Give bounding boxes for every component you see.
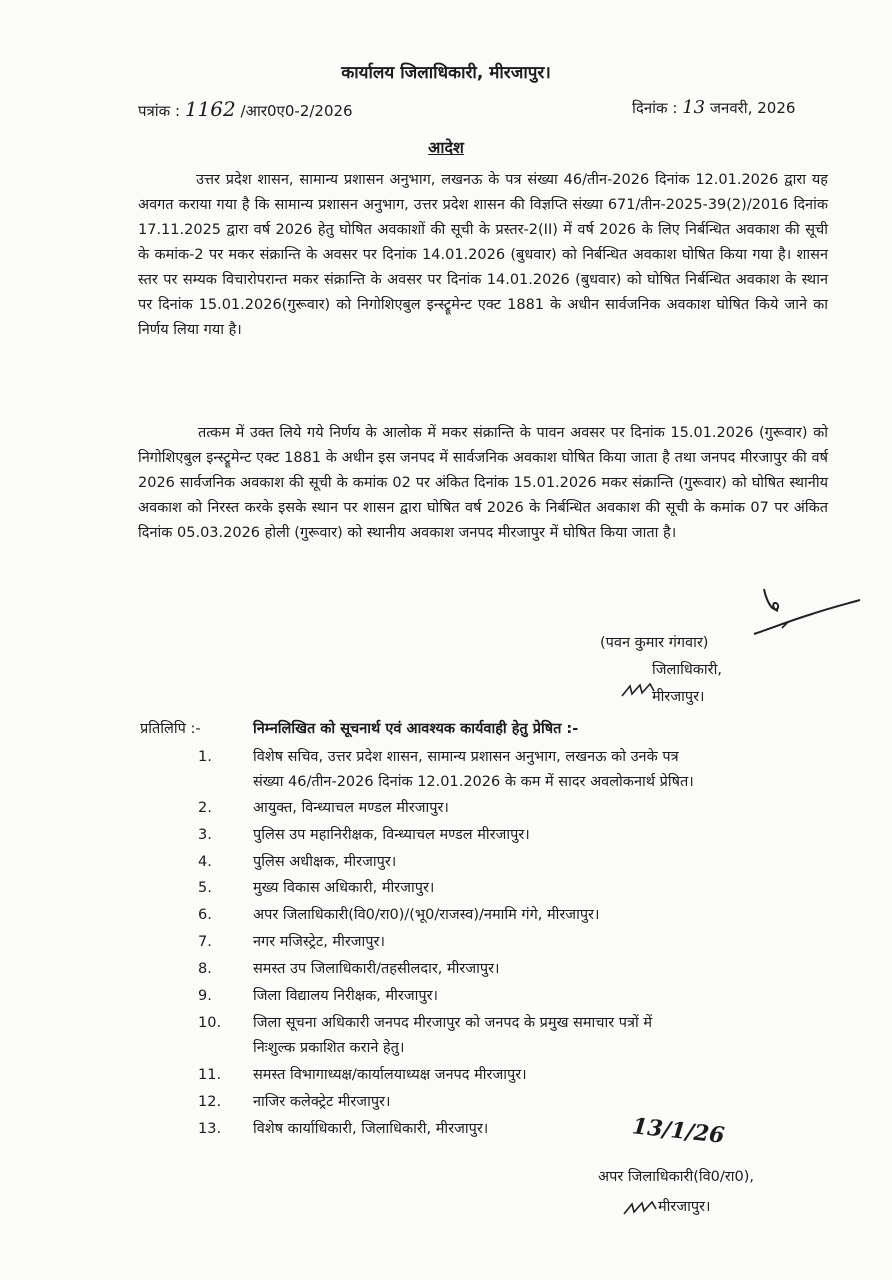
date-label: दिनांक : xyxy=(632,99,678,117)
reference-label: पत्रांक : xyxy=(138,102,181,120)
office-title: कार्यालय जिलाधिकारी, मीरजापुर। xyxy=(341,63,551,83)
list-item-number: 4. xyxy=(198,854,212,870)
list-item-text: जिला विद्यालय निरीक्षक, मीरजापुर। xyxy=(253,988,439,1004)
list-item-text: आयुक्त, विन्ध्याचल मण्डल मीरजापुर। xyxy=(253,800,449,816)
list-item-text: अपर जिलाधिकारी(वि0/रा0)/(भू0/राजस्व)/नमामि गंगे, मीरजापुर। xyxy=(253,907,600,923)
list-item-number: 12. xyxy=(198,1094,222,1110)
list-item-number: 3. xyxy=(198,827,212,843)
reference-number xyxy=(138,97,353,121)
list-item-number: 6. xyxy=(198,907,212,923)
list-item-number: 11. xyxy=(198,1067,222,1083)
date-month-year: जनवरी, 2026 xyxy=(709,99,796,117)
list-item-text: पुलिस उप महानिरीक्षक, विन्ध्याचल मण्डल मीरजापुर। xyxy=(253,827,530,843)
list-item-text: समस्त विभागाध्यक्ष/कार्यालयाध्यक्ष जनपद मीरजापुर। xyxy=(253,1067,527,1083)
handwritten-initial-date: 13/1/26 xyxy=(630,1113,726,1149)
reference-suffix: /आर0ए0-2/2026 xyxy=(240,102,353,120)
list-item-text: विशेष सचिव, उत्तर प्रदेश शासन, सामान्य प्रशासन अनुभाग, लखनऊ को उनके पत्र xyxy=(253,749,679,765)
list-item-number: 2. xyxy=(198,800,212,816)
copy-to-label: प्रतिलिपि :- xyxy=(140,721,201,737)
order-paragraph-2: तत्कम में उक्त लिये गये निर्णय के आलोक में मकर संक्रान्ति के पावन अवसर पर दिनांक 15.01.2026 (गुरूवार) को निगोशिएबुल इन्स्ट्रूमेन्ट एक्ट 1881 के अधीन इस जनपद में सार्वजनिक अवकाश घोषित किया जाता है तथा जनपद मीरजापुर की वर्ष 2026 सार्वजनिक अवकाश की सूची के कमांक 02 पर अंकित दिनांक 15.01.2026 मकर संक्रान्ति (गुरूवार) को घोषित स्थानीय अवकाश को निरस्त करके इसके स्थान पर शासन द्वारा घोषित वर्ष 2026 के निर्बन्धित अवकाश की सूची के कमांक 07 पर अंकित दिनांक 05.03.2026 होली (गुरूवार) को स्थानीय अवकाश जनपद मीरजापुर में घोषित किया जाता है। xyxy=(138,425,828,541)
list-item-number: 9. xyxy=(198,988,212,1004)
initial-scribble-icon xyxy=(620,682,660,700)
initial-scribble-icon xyxy=(622,1200,662,1218)
copy-to-intro: निम्नलिखित को सूचनार्थ एवं आवश्यक कार्यवाही हेतु प्रेषित :- xyxy=(253,721,579,737)
list-item-text: जिला सूचना अधिकारी जनपद मीरजापुर को जनपद के प्रमुख समाचार पत्रों में xyxy=(253,1015,653,1031)
list-item-number: 13. xyxy=(198,1121,222,1137)
list-item-text: पुलिस अधीक्षक, मीरजापुर। xyxy=(253,854,397,870)
list-item-number: 7. xyxy=(198,934,212,950)
list-item-text: निःशुल्क प्रकाशित कराने हेतु। xyxy=(253,1040,405,1056)
list-item-number: 10. xyxy=(198,1015,222,1031)
list-item-text: मुख्य विकास अधिकारी, मीरजापुर। xyxy=(253,880,435,896)
reference-handwritten-number: 1162 xyxy=(184,97,236,121)
list-item-number: 1. xyxy=(198,749,212,765)
signatory-designation: अपर जिलाधिकारी(वि0/रा0), xyxy=(598,1169,754,1185)
list-item-text: नगर मजिस्ट्रेट, मीरजापुर। xyxy=(253,934,385,950)
signatory-place xyxy=(600,684,722,711)
document-date xyxy=(632,97,795,118)
order-paragraph-1: उत्तर प्रदेश शासन, सामान्य प्रशासन अनुभाग, लखनऊ के पत्र संख्या 46/तीन-2026 दिनांक 12.01.2026 द्वारा यह अवगत कराया गया है कि सामान्य प्रशासन अनुभाग, उत्तर प्रदेश शासन की विज्ञप्ति संख्या 671/तीन-2025-39(2)/2016 दिनांक 17.11.2025 द्वारा वर्ष 2026 हेतु घोषित अवकाशों की सूची के प्रस्तर-2(II) में वर्ष 2026 के लिए निर्बन्धित अवकाश की सूची के कमांक-2 पर मकर संक्रान्ति के अवसर पर दिनांक 14.01.2026 (बुधवार) को निर्बन्धित अवकाश घोषित किया गया है। शासन स्तर पर सम्यक विचारोपरान्त मकर संक्रान्ति के अवसर पर दिनांक 14.01.2026 (बुधवार) को घोषित निर्बन्धित अवकाश के स्थान पर दिनांक 15.01.2026(गुरूवार) को निगोशिएबुल इन्स्ट्रूमेन्ट एक्ट 1881 के अधीन सार्वजनिक अवकाश घोषित किये जाने का निर्णय लिया गया है। xyxy=(138,172,828,338)
list-item-number: 8. xyxy=(198,961,212,977)
district-magistrate-signature-block xyxy=(600,630,722,711)
signatory-designation: जिलाधिकारी, xyxy=(652,662,722,678)
list-item-number: 5. xyxy=(198,880,212,896)
list-item-text: नाजिर कलेक्ट्रेट मीरजापुर। xyxy=(253,1094,391,1110)
signatory-place: मीरजापुर। xyxy=(658,1199,711,1215)
list-item-text: समस्त उप जिलाधिकारी/तहसीलदार, मीरजापुर। xyxy=(253,961,500,977)
signatory-place-text: मीरजापुर। xyxy=(652,689,705,705)
order-heading: आदेश xyxy=(428,138,464,157)
signatory-name: (पवन कुमार गंगवार) xyxy=(600,635,709,651)
date-handwritten-day: 13 xyxy=(682,97,706,118)
signature-icon xyxy=(752,598,862,638)
list-item-text: विशेष कार्याधिकारी, जिलाधिकारी, मीरजापुर। xyxy=(253,1121,489,1137)
list-item-text: संख्या 46/तीन-2026 दिनांक 12.01.2026 के कम में सादर अवलोकनार्थ प्रेषित। xyxy=(253,774,694,790)
